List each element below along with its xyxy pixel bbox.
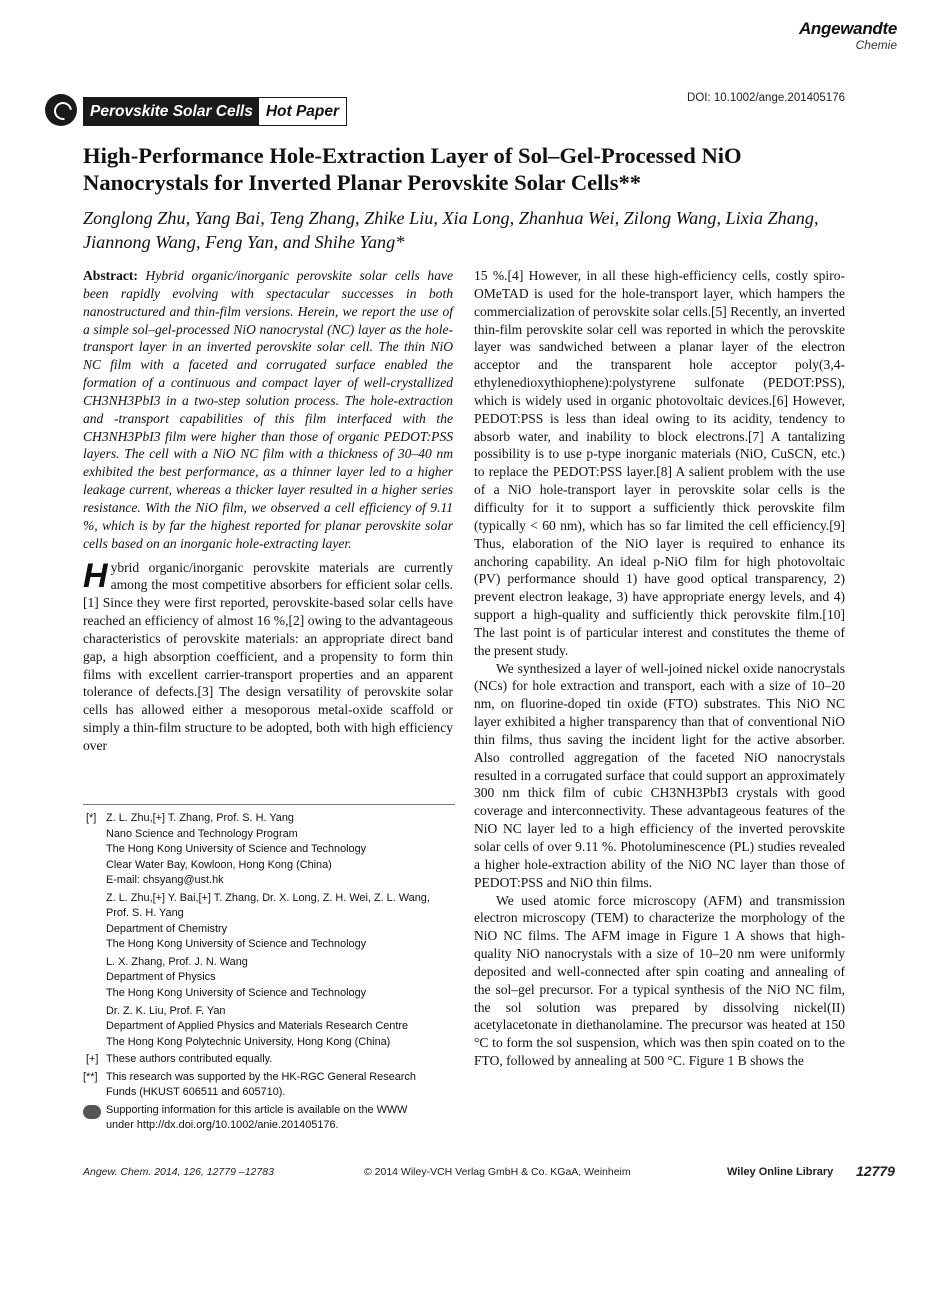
affiliation-line: Nano Science and Technology Program	[106, 827, 298, 840]
right-column	[474, 267, 845, 1070]
affiliation-line: Clear Water Bay, Kowloon, Hong Kong (China)	[106, 858, 332, 871]
affiliation-line: This research was supported by the HK-RGC General Research	[106, 1070, 416, 1083]
page-number: 12779	[856, 1163, 895, 1179]
section-label: Perovskite Solar Cells	[84, 98, 259, 125]
affiliation-item	[83, 811, 455, 889]
affiliation-line: Z. L. Zhu,[+] T. Zhang, Prof. S. H. Yang	[106, 812, 294, 824]
citation: Angew. Chem. 2014, 126, 12779 –12783	[83, 1166, 274, 1178]
affiliation-item	[83, 1052, 455, 1068]
hot-paper-tag: Hot Paper	[259, 98, 346, 125]
affiliation-marker: [+]	[86, 1053, 99, 1066]
affiliation-line: Dr. Z. K. Liu, Prof. F. Yan	[106, 1004, 226, 1017]
affiliation-line: Department of Physics	[106, 971, 216, 984]
section-tag	[83, 97, 347, 126]
supporting-info-link[interactable]: under http://dx.doi.org/10.1002/anie.201405176.	[106, 1119, 339, 1132]
affiliation-line: These authors contributed equally.	[106, 1053, 273, 1066]
affiliation-line: The Hong Kong University of Science and Technology	[106, 938, 367, 951]
abstract	[83, 267, 453, 553]
affiliation-line: Prof. S. H. Yang	[106, 907, 184, 920]
supporting-info-line: Supporting information for this article is available on the WWW	[106, 1103, 408, 1116]
affiliation-line: Funds (HKUST 606511 and 605710).	[106, 1086, 286, 1099]
intro-paragraph	[83, 556, 453, 755]
affiliations	[83, 811, 455, 1136]
footnote-divider	[83, 804, 455, 805]
affiliation-line: The Hong Kong Polytechnic University, Hong Kong (China)	[106, 1035, 391, 1048]
affiliation-line: The Hong Kong University of Science and Technology	[106, 843, 367, 856]
intro-text: ybrid organic/inorganic perovskite materials are currently among the most competitive absorbers for efficient solar cells.[1] Since they were first reported, perovskite-based solar cells have reached an efficiency of almost 16 %,[2] owing to the advantageous characteristics of perovskite materials: an appropriate direct band gap, a high absorption coefficient, and a propensity to form thin films with excellent carrier-transport properties and an apparent tolerance of defects.[3] The design versatility of perovskite solar cells has allowed either a mesoporous metal-oxide scaffold or simply a thin-film structure to be adopted, both with high efficiency over	[83, 559, 453, 753]
doi: DOI: 10.1002/ange.201405176	[687, 92, 845, 104]
affiliation-line: Department of Applied Physics and Materials Research Centre	[106, 1020, 409, 1033]
supporting-info-icon	[83, 1105, 101, 1119]
intro-continued: 15 %.[4] However, in all these high-efficiency cells, costly spiro-OMeTAD is used for the hole-transport layer, which hampers the commercialization of perovskite solar cells.[5] Recently, an inverted thin-film perovskite solar cell was reported in which the perovskite layer was sandwiched between a planar layer of the electron acceptor and the transparent hole acceptor poly(3,4-ethylenedioxythiophene):polystyrene sulfonate (PEDOT:PSS), which is widely used in organic photovoltaic devices.[6] However, PEDOT:PSS is less than ideal owing to its acidity, tendency to absorb water, and inability to block electrons.[7] A tantalizing possibility is to use p-type inorganic materials (NiO, CuSCN, etc.) to replace the PEDOT:PSS layer.[8] A salient problem with the use of a NiO hole-transport layer in perovskite solar cells is the difficulty for it to support a sufficiently thick perovskite film (typically < 60 nm), which has so far limited the cell efficiency.[9] Thus, elaboration of the NiO layer is required to enhance its anchoring capability. An ideal p-NiO film for high photovoltaic (PV) performance should 1) have good optical transparency, 2) prevent electron leakage, 3) have appropriate energy levels, and 4) support a high-quality and sufficiently thick perovskite film.[10] The last point is of particular interest and constitutes the theme of the present study.	[474, 268, 845, 658]
affiliation-item	[83, 1004, 455, 1051]
wiley-online-library[interactable]: Wiley Online Library	[727, 1166, 834, 1178]
supporting-info	[83, 1103, 455, 1134]
affiliation-marker: [*]	[86, 812, 97, 824]
affiliation-email: E-mail: chsyang@ust.hk	[106, 874, 224, 887]
affiliation-marker: [**]	[83, 1070, 98, 1083]
affiliation-line: The Hong Kong University of Science and Technology	[106, 987, 367, 1000]
author-list: Zonglong Zhu, Yang Bai, Teng Zhang, Zhike Liu, Xia Long, Zhanhua Wei, Zilong Wang, Lixia Zhang, Jiannong Wang, Feng Yan, and Shihe Yang*	[83, 208, 819, 252]
left-column	[83, 267, 453, 755]
body-paragraph: We used atomic force microscopy (AFM) and transmission electron microscopy (TEM) to characterize the morphology of the NiO NC films. The AFM image in Figure 1 A shows that high-quality NiO nanocrystals with a size of 10–20 nm were uniformly deposited and well-connected after spin coating and annealing of the sol–gel precursor. For a typical synthesis of the NiO NC film, the sol solution was prepared by dissolving nickel(II) acetylacetonate in diethanolamine. The precursor was heated at 150 °C to form the sol suspension, which was then spin coated on to the FTO, followed by annealing at 500 °C. Figure 1 B shows the	[474, 892, 845, 1069]
affiliation-item	[83, 891, 455, 953]
affiliation-item	[83, 955, 455, 1002]
drop-cap: H	[83, 556, 108, 595]
affiliation-line: Department of Chemistry	[106, 922, 228, 935]
affiliation-line: Z. L. Zhu,[+] Y. Bai,[+] T. Zhang, Dr. X. Long, Z. H. Wei, Z. L. Wang,	[106, 891, 430, 904]
affiliation-item	[83, 1070, 455, 1101]
journal-logo	[799, 20, 897, 51]
abstract-text: Hybrid organic/inorganic perovskite solar cells have been rapidly evolving with spectacular successes in both nanostructured and thin-film versions. Herein, we report the use of a simple sol–gel-processed NiO nanocrystal (NC) layer as the hole-transport layer in an inverted perovskite solar cell. The thin NiO NC film with a faceted and corrugated surface enabled the formation of a continuous and compact layer of well-crystallized CH3NH3PbI3 in a two-step solution process. The hole-extraction and -transport capabilities of this film interfaced with the CH3NH3PbI3 film were higher than those of organic PEDOT:PSS layers. The cell with a NiO NC film with a thickness of 30–40 nm exhibited the best performance, as a thinner layer led to a higher leakage current, whereas a thicker layer resulted in a higher series resistance. With the NiO film, we observed a cell efficiency of 9.11 %, which is by far the highest reported for planar perovskite solar cells based on an inorganic hole-extracting layer.	[83, 268, 454, 551]
article-title: High-Performance Hole-Extraction Layer of Sol–Gel-Processed NiO Nanocrystals for Inverted Planar Perovskite Solar Cells**	[83, 143, 742, 195]
journal-subname: Chemie	[855, 38, 897, 52]
copyright: © 2014 Wiley-VCH Verlag GmbH & Co. KGaA, Weinheim	[364, 1166, 631, 1178]
journal-name: Angewandte	[798, 19, 897, 38]
body-paragraph: We synthesized a layer of well-joined nickel oxide nanocrystals (NCs) for hole extraction and transport, each with a size of 10–20 nm, on fluorine-doped tin oxide (FTO) substrates. This NiO NC layer exhibited a higher transparency than that of conventional NiO thin films, thus saving the incident light for the active absorber. Also controlled aggregation of the faceted NiO nanocrystals resulted in a corrugated surface that could support an approximately 300 nm thick film of cubic CH3NH3PbI3 crystals with good coverage and interconnectivity. These advantageous features of the NiO NC layer led to a high efficiency of the inverted perovskite solar cells of over 9.11 %. Photoluminescence (PL) studies revealed a higher hole-extraction ability of the NiO NC layer than those of PEDOT:PSS and NiO thin films.	[474, 660, 845, 890]
hot-paper-icon	[45, 94, 77, 126]
abstract-label: Abstract:	[83, 268, 138, 283]
affiliation-line: L. X. Zhang, Prof. J. N. Wang	[106, 955, 248, 968]
